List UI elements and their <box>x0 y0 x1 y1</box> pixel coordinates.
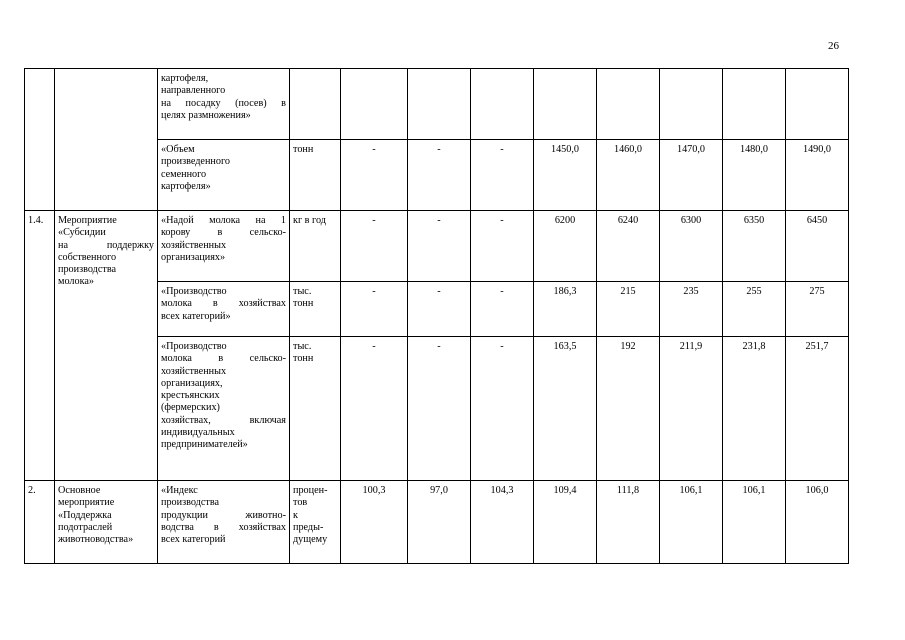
value-cell <box>341 69 408 140</box>
value-cell <box>471 69 534 140</box>
value-cell: - <box>408 337 471 481</box>
table-row <box>25 481 849 564</box>
value-cell: - <box>341 211 408 282</box>
row-code-cell: 2. <box>25 481 55 564</box>
unit-cell: тонн <box>290 140 341 211</box>
unit-cell <box>290 69 341 140</box>
value-cell: 6200 <box>534 211 597 282</box>
value-cell: 231,8 <box>723 337 786 481</box>
value-cell: - <box>408 140 471 211</box>
indicator-name-cell: «Производство молока в сельско- хозяйственных организациях, крестьянских (фермерских) хозяйствах, включая индивидуальных предпринимателей» <box>158 337 290 481</box>
value-cell: 186,3 <box>534 282 597 337</box>
event-name-cell: Мероприятие «Субсидии на поддержку собственного производства молока» <box>55 211 158 481</box>
indicators-table <box>24 68 849 564</box>
value-cell <box>597 69 660 140</box>
value-cell: 6300 <box>660 211 723 282</box>
unit-cell: тыс. тонн <box>290 337 341 481</box>
value-cell: 211,9 <box>660 337 723 481</box>
table-row <box>25 211 849 282</box>
unit-cell: процен- тов к преды- дущему <box>290 481 341 564</box>
value-cell: 255 <box>723 282 786 337</box>
unit-cell: тыс. тонн <box>290 282 341 337</box>
value-cell: 163,5 <box>534 337 597 481</box>
value-cell: 106,1 <box>660 481 723 564</box>
indicator-name-cell: «Надой молока на 1 корову в сельско- хозяйственных организациях» <box>158 211 290 282</box>
event-name-cell <box>55 69 158 211</box>
value-cell: - <box>341 282 408 337</box>
value-cell: 1480,0 <box>723 140 786 211</box>
value-cell: 97,0 <box>408 481 471 564</box>
value-cell: 6350 <box>723 211 786 282</box>
row-code-cell <box>25 69 55 211</box>
value-cell: - <box>341 140 408 211</box>
value-cell: 1470,0 <box>660 140 723 211</box>
value-cell <box>534 69 597 140</box>
value-cell: - <box>341 337 408 481</box>
table-row <box>25 69 849 140</box>
value-cell: 104,3 <box>471 481 534 564</box>
value-cell: 1490,0 <box>786 140 849 211</box>
row-code-cell: 1.4. <box>25 211 55 481</box>
value-cell: - <box>408 282 471 337</box>
value-cell <box>660 69 723 140</box>
value-cell <box>408 69 471 140</box>
value-cell: 275 <box>786 282 849 337</box>
value-cell: 215 <box>597 282 660 337</box>
value-cell: 100,3 <box>341 481 408 564</box>
unit-cell: кг в год <box>290 211 341 282</box>
value-cell: - <box>471 282 534 337</box>
value-cell: 1450,0 <box>534 140 597 211</box>
value-cell: 251,7 <box>786 337 849 481</box>
indicator-name-cell: «Объем произведенного семенного картофеля» <box>158 140 290 211</box>
value-cell: - <box>471 140 534 211</box>
value-cell: - <box>471 337 534 481</box>
value-cell: 235 <box>660 282 723 337</box>
event-name-cell: Основное мероприятие «Поддержка подотраслей животноводства» <box>55 481 158 564</box>
value-cell: - <box>471 211 534 282</box>
value-cell: 6240 <box>597 211 660 282</box>
indicator-name-cell: картофеля, направленного на посадку (посев) в целях размножения» <box>158 69 290 140</box>
value-cell: 106,1 <box>723 481 786 564</box>
value-cell <box>786 69 849 140</box>
value-cell: 106,0 <box>786 481 849 564</box>
value-cell: 192 <box>597 337 660 481</box>
value-cell: 1460,0 <box>597 140 660 211</box>
value-cell: - <box>408 211 471 282</box>
indicator-name-cell: «Производство молока в хозяйствах всех категорий» <box>158 282 290 337</box>
indicator-name-cell: «Индекс производства продукции животно- водства в хозяйствах всех категорий <box>158 481 290 564</box>
value-cell: 111,8 <box>597 481 660 564</box>
value-cell <box>723 69 786 140</box>
page-number: 26 <box>828 40 839 52</box>
value-cell: 6450 <box>786 211 849 282</box>
value-cell: 109,4 <box>534 481 597 564</box>
